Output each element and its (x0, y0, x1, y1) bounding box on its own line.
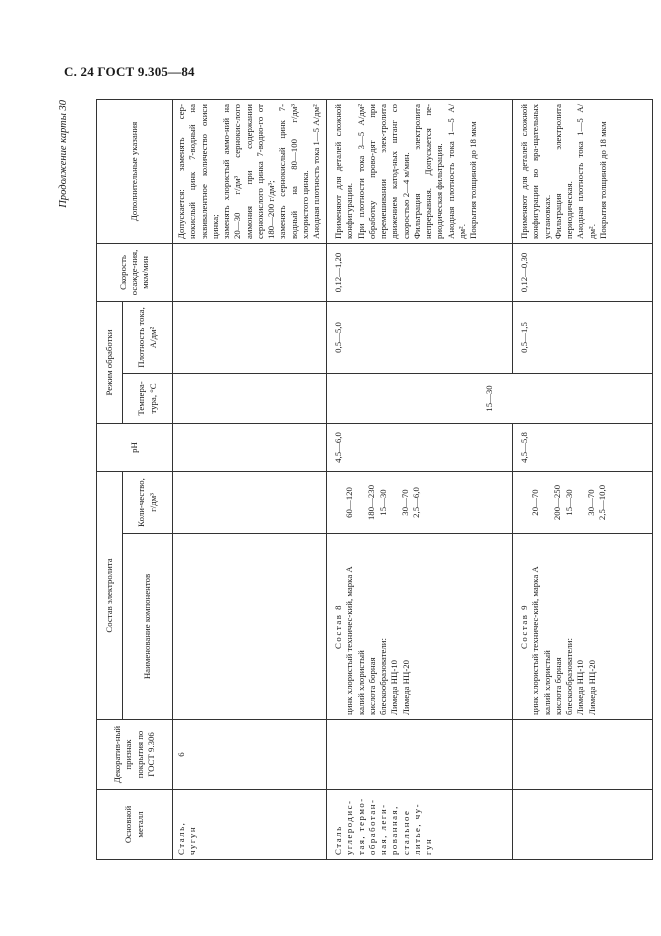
component-name: Лимеда НЦ-10 (389, 659, 400, 715)
component-name: Лимеда НЦ-20 (400, 659, 411, 715)
note-line: Покрытия толщиной до 18 мкм (597, 121, 608, 239)
ph-cell: 4,5—6,0 (327, 423, 513, 471)
current-density-cell: 0,5—5,0 (327, 301, 513, 373)
header-electrolyte: Состав электролита (97, 471, 123, 719)
notes-cell (173, 99, 327, 243)
header-decor-attr: Декоратив-ный признак покрытия по ГОСТ 9.306 (97, 720, 173, 790)
quantity-cell (327, 471, 513, 533)
component-name: блескообразователи: (378, 638, 388, 715)
current-density-cell (173, 301, 327, 373)
component-qty: 15—30 (377, 489, 388, 516)
note-line: Покрытия толщиной до 18 мкм (468, 121, 478, 239)
header-component-name: Наименование компонентов (123, 534, 173, 720)
current-density-cell: 0,5—1,5 (513, 301, 653, 373)
header-current-density: Плотность тока, А/дм² (123, 301, 173, 373)
component-name: блескообразователи: (564, 638, 574, 715)
rotated-table-block (58, 100, 646, 860)
deposition-rate-cell: 0,12—0,30 (513, 243, 653, 301)
page-header: С. 24 ГОСТ 9.305—84 (64, 64, 195, 79)
components-cell (173, 534, 327, 720)
composition-title: Состав 9 (519, 604, 529, 649)
ph-cell (173, 423, 327, 471)
base-metal-cell (513, 790, 653, 860)
header-temperature: Темпера-тура, °С (123, 373, 173, 423)
quantity-cell (513, 471, 653, 533)
quantity-cell (173, 471, 327, 533)
component-qty: 20—70 (530, 489, 540, 516)
note-line: Допускается: заменять сер-нокислый цинк 7-водный на эквивалентное количество окиси цинка; (176, 103, 220, 239)
component-name: цинк хлористый техничес-кий, марка А (530, 566, 541, 715)
continuation-label: Продолжение карты 30 (58, 100, 69, 208)
component-qty: 2,5—6,0 (411, 487, 421, 518)
decor-attr-cell (327, 720, 513, 790)
components-cell (513, 534, 653, 720)
header-notes: Дополнительные указания (97, 99, 173, 243)
component-name: кислота борная (366, 657, 377, 715)
note-line: Анодная плотность тока 1—5 А/дм² (311, 104, 321, 239)
base-metal-cell: Сталь углеродис-тая, термо-обработан-ная, леги-рованная, стальное литье, чу-гун (327, 790, 513, 860)
component-qty: 200—250 (552, 484, 563, 521)
component-qty: 30—70 (585, 489, 596, 516)
header-quantity: Коли-чество, г/дм³ (123, 471, 173, 533)
component-name: Лимеда НЦ-10 (575, 659, 586, 715)
composition-title: Состав 8 (333, 604, 343, 649)
table-row (513, 99, 653, 859)
component-name: калий хлористый (541, 650, 552, 715)
note-line: Применяют для деталей сложной конфигурации во вра-щательных установках. (519, 103, 552, 239)
component-qty: 30—70 (399, 489, 410, 516)
header-regime: Режим обработки (97, 301, 123, 423)
table-row (327, 99, 513, 859)
note-line: заменять сернокислый цинк 7-водный на 80—100 г/дм³ хлористого цинка. (277, 103, 310, 239)
note-line: Анодная плотность тока 1—5 А/дм². (445, 103, 467, 239)
component-name: Лимеда НЦ-20 (586, 659, 597, 715)
header-ph: pH (97, 423, 173, 471)
component-name: калий хлористый (355, 650, 366, 715)
notes-cell (513, 99, 653, 243)
note-line: При плотности тока 3—5 А/дм² обработку прово-дят при перемешивании элек-тролита движением катод-ных штанг со скоростью 2—4 м/мин. (355, 103, 411, 239)
component-qty: 180—230 (366, 484, 377, 521)
components-cell (327, 534, 513, 720)
base-metal-cell: Сталь, чугун (173, 790, 327, 860)
component-name: цинк хлористый техничес-кий, марка А (344, 566, 355, 715)
note-line: Фильтрация электролита периодическая. (552, 103, 574, 239)
note-line: Применяют для деталей сложной конфигурации. (333, 103, 355, 239)
electrolyte-table (96, 99, 653, 860)
component-qty: 60—120 (344, 487, 354, 518)
temperature-cell: 15—30 (327, 373, 653, 423)
temperature-cell (173, 373, 327, 423)
component-qty: 15—30 (563, 489, 574, 516)
header-deposition-rate: Скорость осажде-ния, мкм/мин (97, 243, 173, 301)
ph-cell: 4,5—5,8 (513, 423, 653, 471)
decor-attr-cell (513, 720, 653, 790)
deposition-rate-cell: 0,12—1,20 (327, 243, 513, 301)
component-qty: 2,5—10,0 (597, 484, 607, 521)
note-line: Анодная плотность тока 1—5 А/дм². (575, 103, 597, 239)
note-line: заменять хлористый аммо-ний на 20—30 г/дм³ сернокис-лого аммония при содержании сернокислого цинка 7-водно-го от 180—200 г/дм³; (221, 103, 276, 239)
notes-cell (327, 99, 513, 243)
deposition-rate-cell (173, 243, 327, 301)
note-line: Фильтрация электролита непрерывная. Допускается пе-риодическая фильтрация. (411, 103, 445, 239)
header-base-metal: Основной металл (97, 790, 173, 860)
decor-attr-cell: 6 (173, 720, 327, 790)
component-name: кислота борная (552, 657, 563, 715)
table-row (173, 99, 327, 859)
